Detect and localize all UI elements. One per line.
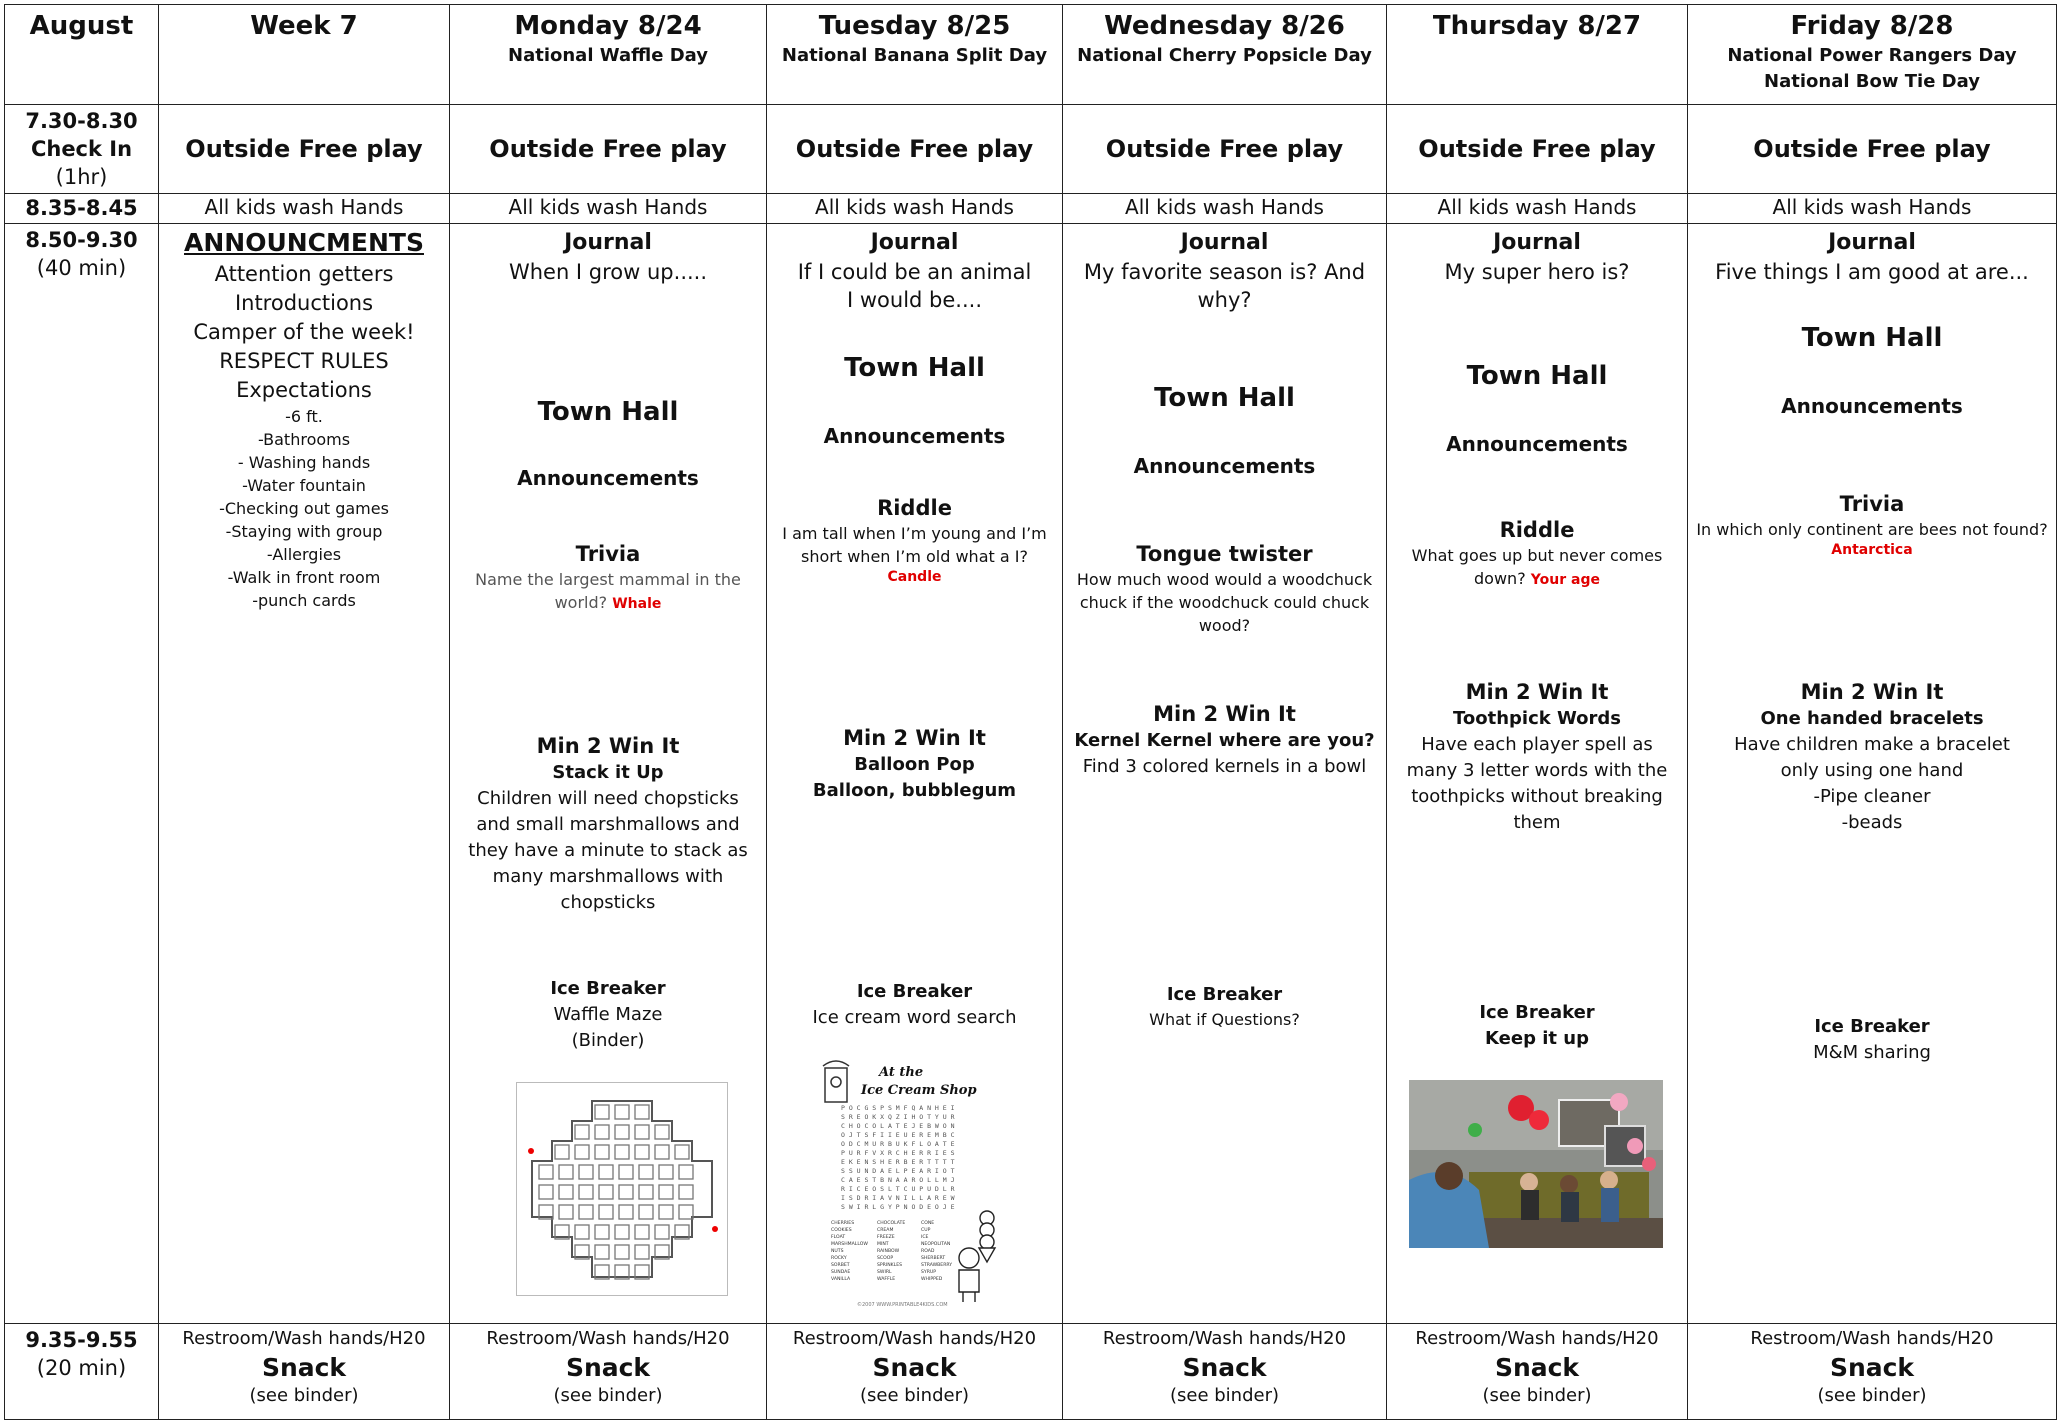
snack-cell — [1387, 1323, 1688, 1419]
min2win-game: Balloon Pop — [854, 754, 975, 776]
riddle-block — [1387, 516, 1687, 592]
announcements-heading: ANNOUNCMENTS — [184, 228, 424, 258]
icebreaker-block — [1063, 982, 1386, 1031]
ws-word: NEOPOLITAN — [921, 1242, 951, 1248]
ws-word: VANILLA — [831, 1277, 851, 1283]
question-text: What goes up but never comes down? — [1411, 546, 1663, 589]
rule-item: -Checking out games — [219, 499, 389, 519]
icebreaker-block — [767, 979, 1062, 1031]
journal-block — [1387, 226, 1687, 286]
min2win-description: Children will need chopsticks and small marshmallows and they have a minute to stack as many marshmallows with chopsticks — [468, 788, 748, 914]
snack-label: Snack — [565, 1352, 651, 1382]
announcements-label: Announcements — [823, 424, 1006, 449]
journal-prompt: Five things I am good at are... — [1715, 260, 2029, 285]
ws-word: ROCKY — [831, 1256, 847, 1262]
activity-label: Outside Free play — [185, 135, 423, 164]
journal-block — [450, 226, 766, 286]
rule-item: -6 ft. — [285, 407, 323, 427]
ws-word: SUNDAE — [831, 1270, 851, 1276]
announcement-line: Camper of the week! — [193, 320, 415, 345]
morning-row — [5, 224, 2057, 1324]
min2win-title: Min 2 Win It — [843, 726, 986, 751]
checkin-activity — [159, 105, 450, 194]
journal-block — [767, 226, 1062, 314]
question-text: I am tall when I’m young and I’m short when I’m old what a I? — [782, 524, 1047, 567]
town-hall-label: Town Hall — [844, 353, 985, 384]
tuesday-activities — [767, 224, 1063, 1324]
answer-text: Your age — [1530, 572, 1600, 589]
min2win-block — [767, 724, 1062, 804]
ws-word: SHERBERT — [921, 1256, 946, 1262]
answer-text: Candle — [887, 569, 942, 586]
announcement-line: Expectations — [236, 378, 372, 403]
journal-title: Journal — [564, 230, 652, 256]
announcements-label: Announcements — [1133, 454, 1316, 479]
ws-word: MINT — [877, 1242, 889, 1248]
rule-item: - Washing hands — [237, 453, 371, 473]
trivia-block — [450, 540, 766, 616]
national-day-label: National Banana Split Day — [781, 45, 1048, 66]
national-day-label: National Waffle Day — [508, 45, 708, 66]
activity-label: All kids wash Hands — [508, 195, 708, 220]
wash-activity — [1387, 194, 1688, 224]
svg-text:I S D R I A V N I L L A R E W: I S D R I A V N I L L A R E W — [841, 1194, 955, 1203]
journal-prompt: My favorite season is? And why? — [1083, 260, 1366, 313]
announcements-label: Announcements — [1781, 394, 1963, 419]
snack-cell — [159, 1323, 450, 1419]
activity-label: Outside Free play — [1418, 135, 1656, 164]
day-name: Thursday 8/27 — [1432, 11, 1642, 41]
ws-word: FREEZE — [877, 1235, 895, 1241]
min2win-description: Have each player spell as many 3 letter words with the toothpicks without breaking them — [1406, 734, 1668, 834]
snack-label: Snack — [1182, 1352, 1267, 1382]
svg-text:E K E N S H E R B E R T T T T: E K E N S H E R B E R T T T T — [841, 1158, 955, 1167]
checkin-activity — [1387, 105, 1688, 194]
activity-label: Outside Free play — [1105, 135, 1344, 164]
wednesday-activities — [1063, 224, 1387, 1324]
announcements-label: Announcements — [1446, 432, 1628, 457]
journal-title: Journal — [1828, 230, 1916, 256]
min2win-description: Have children make a bracelet only using one hand — [1734, 734, 2010, 782]
wash-activity — [767, 194, 1063, 224]
duration-label: (40 min) — [36, 256, 127, 281]
national-day-label: National Power Rangers Day — [1727, 45, 2017, 66]
min2win-game: Stack it Up — [552, 762, 664, 784]
activity-label: All kids wash Hands — [1437, 195, 1637, 220]
waffle-maze-image — [516, 1082, 728, 1296]
ws-word: SYRUP — [921, 1270, 937, 1276]
snack-cell — [1688, 1323, 2057, 1419]
min2win-block — [1063, 700, 1386, 780]
icebreaker-title: Ice Breaker — [1166, 984, 1283, 1006]
day-header-monday — [450, 5, 767, 105]
min2win-title: Min 2 Win It — [1153, 702, 1296, 727]
town-hall-label: Town Hall — [1801, 323, 1943, 354]
min2win-game: One handed bracelets — [1760, 708, 1984, 730]
snack-row — [5, 1323, 2057, 1419]
rule-item: -Water fountain — [242, 476, 366, 496]
day-header-friday — [1688, 5, 2057, 105]
ws-word: SWIRL — [877, 1270, 892, 1276]
min2win-description: Find 3 colored kernels in a bowl — [1082, 756, 1367, 778]
snack-prep: Restroom/Wash hands/H20 — [182, 1327, 426, 1349]
ws-word: WAFFLE — [877, 1277, 896, 1283]
month-label: August — [29, 11, 134, 41]
checkin-row — [5, 105, 2057, 194]
icebreaker-activity: M&M sharing — [1813, 1042, 1931, 1064]
announcement-line: Attention getters — [214, 262, 394, 287]
national-day-label: National Cherry Popsicle Day — [1077, 45, 1372, 66]
month-cell — [5, 5, 159, 105]
ws-word: SPRINKLES — [877, 1263, 903, 1269]
snack-note: (see binder) — [249, 1384, 359, 1406]
journal-prompt: When I grow up..... — [508, 260, 708, 285]
activity-label: Outside Free play — [1753, 135, 1991, 164]
question-title: Riddle — [877, 496, 952, 521]
day-name: Wednesday 8/26 — [1104, 11, 1345, 41]
ws-word: CREAM — [877, 1228, 894, 1234]
day-header-wednesday — [1063, 5, 1387, 105]
snack-note: (see binder) — [1482, 1384, 1592, 1406]
ws-footer: ©2007 WWW.PRINTABLE4KIDS.COM — [857, 1302, 948, 1309]
svg-text:P O C G S P S M F Q A N H E I: P O C G S P S M F Q A N H E I — [841, 1104, 955, 1113]
snack-prep: Restroom/Wash hands/H20 — [1415, 1327, 1659, 1349]
time-label: 7.30-8.30 — [25, 109, 138, 134]
min2win-game: Toothpick Words — [1452, 708, 1622, 730]
rule-item: -Walk in front room — [227, 568, 381, 588]
announcement-line: Introductions — [234, 291, 374, 316]
journal-block — [1063, 226, 1386, 314]
svg-text:R I C E O S L T C U P U D L R: R I C E O S L T C U P U D L R — [841, 1185, 955, 1194]
snack-label: Snack — [1829, 1352, 1915, 1382]
duration-label: (20 min) — [36, 1355, 127, 1380]
ws-word: WHIPPED — [921, 1277, 943, 1283]
rule-item: -Bathrooms — [257, 430, 351, 450]
wash-time-cell — [5, 194, 159, 224]
snack-note: (see binder) — [1817, 1384, 1927, 1406]
wash-activity — [159, 194, 450, 224]
ws-word: STRAWBERRY — [921, 1263, 953, 1269]
week-label: Week 7 — [250, 11, 358, 41]
svg-text:S W I R L G Y P N O D E O J E: S W I R L G Y P N O D E O J E — [841, 1203, 955, 1212]
announcements-cell — [159, 224, 450, 1324]
snack-cell — [450, 1323, 767, 1419]
checkin-time-cell — [5, 105, 159, 194]
icebreaker-activity: Keep it up — [1485, 1028, 1589, 1050]
checkin-activity — [1063, 105, 1387, 194]
activity-label: Outside Free play — [795, 135, 1034, 164]
min2win-title: Min 2 Win It — [1800, 680, 1944, 705]
snack-note: (see binder) — [1169, 1384, 1280, 1406]
ws-word: COOKIES — [831, 1228, 852, 1234]
header-row — [5, 5, 2057, 105]
snack-label: Snack — [261, 1352, 347, 1382]
wash-activity — [1688, 194, 2057, 224]
question-title: Tongue twister — [1136, 542, 1313, 567]
icebreaker-note: (Binder) — [571, 1030, 645, 1052]
answer-text: Antarctica — [1831, 542, 1913, 559]
rule-item: -punch cards — [252, 591, 356, 611]
snack-label: Snack — [1494, 1352, 1580, 1382]
wash-activity — [1063, 194, 1387, 224]
keep-it-up-photo — [1409, 1080, 1663, 1248]
monday-activities — [450, 224, 767, 1324]
activity-label: All kids wash Hands — [1125, 195, 1324, 220]
snack-note: (see binder) — [553, 1384, 663, 1406]
announcement-line: RESPECT RULES — [219, 349, 389, 374]
journal-prompt: My super hero is? — [1444, 260, 1630, 285]
icebreaker-block — [450, 976, 766, 1054]
icebreaker-title: Ice Breaker — [550, 978, 666, 1000]
day-name: Friday 8/28 — [1790, 11, 1954, 41]
thursday-activities — [1387, 224, 1688, 1324]
rule-item: -Allergies — [266, 545, 342, 565]
time-label: 9.35-9.55 — [25, 1327, 138, 1352]
min2win-material: -Pipe cleaner — [1813, 786, 1931, 808]
checkin-activity — [1688, 105, 2057, 194]
journal-block — [1688, 226, 2056, 286]
snack-label: Snack — [872, 1352, 957, 1382]
icebreaker-title: Ice Breaker — [856, 981, 973, 1003]
icebreaker-activity: Ice cream word search — [812, 1007, 1017, 1029]
snack-prep: Restroom/Wash hands/H20 — [486, 1327, 730, 1349]
ws-word: RAINBOW — [877, 1249, 900, 1255]
icebreaker-block — [1387, 1000, 1687, 1052]
question-title: Trivia — [1839, 492, 1905, 517]
snack-note: (see binder) — [859, 1384, 970, 1406]
journal-title: Journal — [1180, 230, 1269, 256]
wash-row — [5, 194, 2057, 224]
svg-text:S R E O K X Q Z I H O T Y U R: S R E O K X Q Z I H O T Y U R — [841, 1113, 955, 1122]
time-label: 8.50-9.30 — [25, 228, 138, 253]
min2win-block — [1688, 678, 2056, 836]
day-header-tuesday — [767, 5, 1063, 105]
svg-text:C H O C O L A T E J E B W O N: C H O C O L A T E J E B W O N — [841, 1122, 955, 1131]
min2win-material: -beads — [1841, 812, 1903, 834]
min2win-title: Min 2 Win It — [1465, 680, 1609, 705]
journal-title: Journal — [870, 230, 959, 256]
min2win-block — [450, 732, 766, 916]
ice-cream-word-search-image — [817, 1058, 1013, 1314]
friday-activities — [1688, 224, 2057, 1324]
weekly-schedule-table — [4, 4, 2057, 1420]
riddle-block — [767, 494, 1062, 586]
ws-word: FLOAT — [831, 1235, 846, 1241]
week-cell — [159, 5, 450, 105]
snack-cell — [1063, 1323, 1387, 1419]
icebreaker-title: Ice Breaker — [1814, 1016, 1930, 1038]
ws-word: SORBET — [831, 1263, 850, 1269]
ws-word: SCOOP — [877, 1256, 894, 1262]
min2win-title: Min 2 Win It — [536, 734, 680, 759]
tongue-twister-block — [1063, 540, 1386, 637]
icebreaker-activity: Waffle Maze — [553, 1004, 663, 1026]
day-name: Tuesday 8/25 — [818, 11, 1011, 41]
ws-word: CUP — [921, 1228, 931, 1234]
svg-text:P U R F V X R C H E R R I E S: P U R F V X R C H E R R I E S — [841, 1149, 955, 1158]
ws-word: NUTS — [831, 1249, 844, 1255]
announcements-label: Announcements — [517, 466, 699, 491]
ws-word: MARSHMALLOW — [831, 1242, 868, 1248]
min2win-materials: Balloon, bubblegum — [812, 780, 1017, 802]
journal-prompt: If I could be an animal I would be.... — [797, 260, 1032, 313]
activity-label: All kids wash Hands — [1772, 195, 1972, 220]
trivia-block — [1688, 490, 2056, 559]
journal-title: Journal — [1493, 230, 1581, 256]
word-search-title-2: Ice Cream Shop — [861, 1083, 977, 1099]
activity-label: All kids wash Hands — [815, 195, 1014, 220]
snack-prep: Restroom/Wash hands/H20 — [792, 1327, 1037, 1349]
min2win-block — [1387, 678, 1687, 836]
svg-text:O J T S F I I E U E R E M B C: O J T S F I I E U E R E M B C — [841, 1131, 955, 1140]
icebreaker-title: Ice Breaker — [1479, 1002, 1595, 1024]
snack-time-cell — [5, 1323, 159, 1419]
snack-prep: Restroom/Wash hands/H20 — [1750, 1327, 1994, 1349]
activity-label: Outside Free play — [489, 135, 727, 164]
question-text: How much wood would a woodchuck chuck if the woodchuck could chuck wood? — [1076, 570, 1373, 636]
time-label: 8.35-8.45 — [25, 196, 138, 221]
checkin-activity — [450, 105, 767, 194]
duration-label: (1hr) — [55, 165, 108, 190]
day-header-thursday — [1387, 5, 1688, 105]
icebreaker-block — [1688, 1014, 2056, 1066]
question-title: Riddle — [1499, 518, 1575, 543]
question-text: Name the largest mammal in the world? — [475, 570, 741, 613]
svg-text:C A E S T B N A A R O L L M J: C A E S T B N A A R O L L M J — [841, 1176, 955, 1185]
min2win-game: Kernel Kernel where are you? — [1074, 730, 1375, 752]
town-hall-label: Town Hall — [1154, 383, 1295, 414]
ws-word: CHERRIES — [831, 1221, 855, 1227]
town-hall-label: Town Hall — [537, 397, 679, 428]
morning-time-cell — [5, 224, 159, 1324]
checkin-label: Check In — [30, 137, 133, 162]
ws-word: ROAD — [921, 1249, 935, 1255]
activity-label: All kids wash Hands — [204, 195, 404, 220]
icebreaker-activity: What if Questions? — [1149, 1010, 1300, 1030]
town-hall-label: Town Hall — [1466, 361, 1608, 392]
wash-activity — [450, 194, 767, 224]
answer-text: Whale — [612, 596, 662, 613]
ws-word: CONE — [921, 1221, 935, 1227]
rule-item: -Staying with group — [225, 522, 383, 542]
day-name: Monday 8/24 — [514, 11, 702, 41]
question-text: In which only continent are bees not found? — [1696, 520, 2048, 540]
word-search-title-1: At the — [879, 1065, 924, 1081]
national-day-label: National Bow Tie Day — [1764, 71, 1980, 92]
ws-word: CHOCOLATE — [877, 1221, 906, 1227]
checkin-activity — [767, 105, 1063, 194]
question-title: Trivia — [575, 542, 641, 567]
snack-cell — [767, 1323, 1063, 1419]
svg-text:S S U N D A E L P E A R I O T: S S U N D A E L P E A R I O T — [841, 1167, 955, 1176]
ws-word: ICE — [921, 1235, 929, 1241]
svg-text:O D C M U R B U K F L O A T E: O D C M U R B U K F L O A T E — [841, 1140, 955, 1149]
snack-prep: Restroom/Wash hands/H20 — [1102, 1327, 1347, 1349]
